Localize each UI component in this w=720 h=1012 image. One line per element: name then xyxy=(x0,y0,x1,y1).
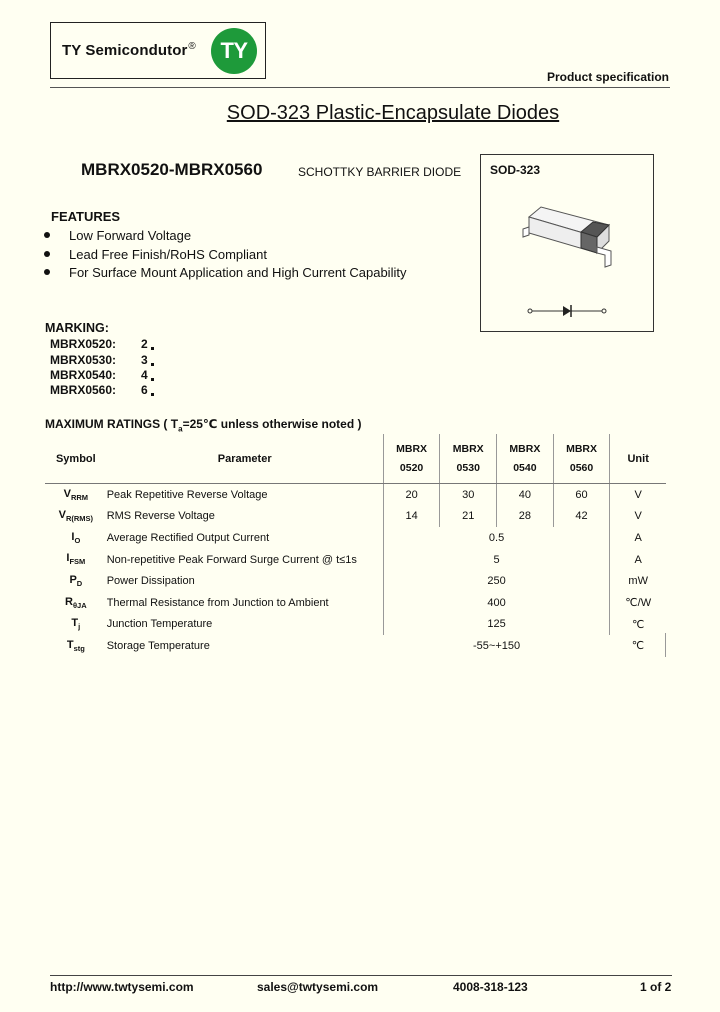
row-value: 14 xyxy=(383,506,440,528)
feature-item: For Surface Mount Application and High Current Capability xyxy=(44,265,406,280)
row-symbol: $I_{FSM}$ xyxy=(66,552,86,567)
marking-row: MBRX0530: 3 xyxy=(50,353,116,367)
row-symbol: $T_j$ xyxy=(71,617,81,632)
row-unit: mW xyxy=(610,570,666,592)
row-value: 0.5 xyxy=(383,527,610,549)
package-box xyxy=(480,154,654,332)
row-unit: ℃ xyxy=(631,640,645,653)
col-model: MBRX 0560 xyxy=(553,434,610,484)
feature-item: Lead Free Finish/RoHS Compliant xyxy=(44,247,267,262)
logo-box xyxy=(50,22,266,79)
row-value: 5 xyxy=(383,549,610,571)
row-symbol: $R_{\theta JA}$ xyxy=(65,595,87,610)
row-value: 28 xyxy=(497,506,554,528)
row-value: 400 xyxy=(383,592,610,614)
row-unit: ℃/W xyxy=(610,592,666,614)
page-number: 1 of 2 xyxy=(640,980,672,994)
row-value: 20 xyxy=(383,484,440,506)
marking-row: MBRX0520: 2 xyxy=(50,337,116,351)
row-unit: A xyxy=(610,549,666,571)
row-value: 250 xyxy=(383,570,610,592)
table-row xyxy=(45,506,666,528)
row-symbol: $I_O$ xyxy=(71,530,81,546)
registered-mark: ® xyxy=(188,41,196,52)
row-unit: V xyxy=(610,506,666,528)
bullet-icon xyxy=(44,269,50,275)
table-right-rule xyxy=(665,633,666,657)
part-number: MBRX0520-MBRX0560 xyxy=(81,160,263,179)
ratings-table xyxy=(45,434,666,657)
table-row xyxy=(45,592,666,614)
table-row xyxy=(45,635,666,657)
row-symbol: $V_{R(RMS)}$ xyxy=(58,509,94,524)
footer-website[interactable]: http://www.twtysemi.com xyxy=(50,980,194,994)
col-unit: Unit xyxy=(610,434,666,484)
table-row xyxy=(45,614,666,636)
features-heading: FEATURES xyxy=(51,209,121,224)
col-symbol: Symbol xyxy=(45,434,107,484)
row-symbol: $T_{stg}$ xyxy=(66,638,85,654)
marking-row: MBRX0540: 4 xyxy=(50,368,116,382)
col-model: MBRX 0520 xyxy=(383,434,440,484)
row-unit: A xyxy=(610,527,666,549)
table-row xyxy=(45,549,666,571)
row-unit: V xyxy=(610,484,666,506)
part-description: SCHOTTKY BARRIER DIODE xyxy=(298,165,462,179)
row-parameter: Non-repetitive Peak Forward Surge Current @ t≤1s xyxy=(106,553,357,566)
page-title: SOD-323 Plastic-Encapsulate Diodes xyxy=(226,102,560,124)
header-rule xyxy=(50,87,670,88)
col-parameter: Parameter xyxy=(107,434,384,484)
row-value: 60 xyxy=(553,484,610,506)
row-parameter: Average Rectified Output Current xyxy=(106,531,270,544)
ratings-heading: MAXIMUM RATINGS ( $T_a=25℃$ unless otherwise noted ) xyxy=(45,417,362,434)
row-value: 40 xyxy=(497,484,554,506)
row-value: -55~+150 xyxy=(473,639,521,652)
table-row xyxy=(45,527,666,549)
row-symbol: $V_{RRM}$ xyxy=(63,487,89,502)
brand-name: TY Semicondutor® xyxy=(62,41,196,59)
row-parameter: Thermal Resistance from Junction to Ambient xyxy=(106,596,329,609)
bullet-icon xyxy=(44,232,50,238)
row-value: 21 xyxy=(440,506,497,528)
row-value: 42 xyxy=(553,506,610,528)
feature-item: Low Forward Voltage xyxy=(44,228,191,243)
footer-rule xyxy=(50,975,672,976)
footer-email[interactable]: sales@twtysemi.com xyxy=(257,980,379,994)
footer-phone: 4008-318-123 xyxy=(453,980,528,994)
row-parameter: RMS Reverse Voltage xyxy=(106,510,215,523)
package-label: SOD-323 xyxy=(490,163,541,177)
row-parameter: Peak Repetitive Reverse Voltage xyxy=(106,488,268,501)
marking-heading: MARKING: xyxy=(45,321,109,335)
row-parameter: Storage Temperature xyxy=(106,639,210,652)
row-unit: ℃ xyxy=(610,614,666,636)
package-diagram xyxy=(481,155,655,333)
table-row xyxy=(45,484,666,506)
spec-label: Product specification xyxy=(546,70,669,84)
col-model: MBRX 0530 xyxy=(440,434,497,484)
row-value: 30 xyxy=(440,484,497,506)
logo-badge: TY xyxy=(211,28,257,74)
table-header-row xyxy=(45,434,666,484)
table-row xyxy=(45,570,666,592)
row-symbol: $P_D$ xyxy=(69,574,83,589)
bullet-icon xyxy=(44,251,50,257)
row-parameter: Power Dissipation xyxy=(106,575,195,588)
row-parameter: Junction Temperature xyxy=(106,618,213,631)
row-value: 125 xyxy=(383,614,610,636)
marking-row: MBRX0560: 6 xyxy=(50,383,116,397)
col-model: MBRX 0540 xyxy=(497,434,554,484)
